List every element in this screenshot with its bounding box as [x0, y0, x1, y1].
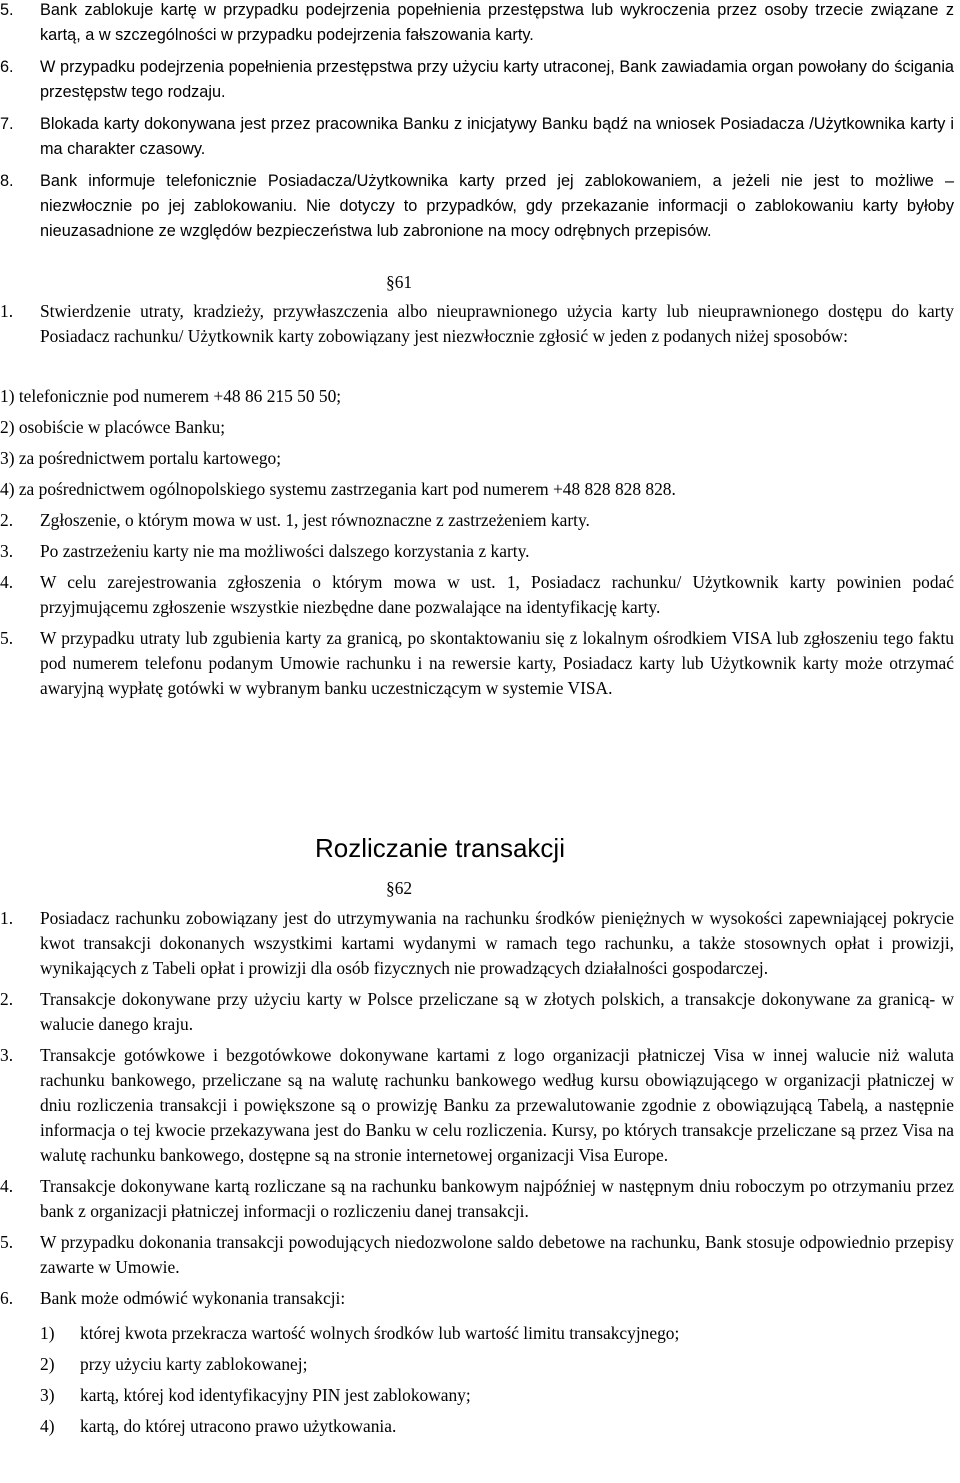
item-number: 1.: [0, 908, 14, 928]
item-number: 6.: [0, 1288, 14, 1308]
list-item: [0, 1043, 954, 1168]
item-number: 1.: [0, 301, 14, 321]
item-number: 5.: [0, 628, 14, 648]
item-text: Transakcje dokonywane kartą rozliczane są na rachunku bankowym najpóźniej w następnym dniu roboczym po otrzymaniu przez bank z organizacji płatniczej informacji o rozliczeniu danej transakcji.: [40, 1176, 954, 1221]
section-heading: Rozliczanie transakcji: [315, 833, 565, 863]
list-item: [0, 1230, 954, 1280]
item-text: Po zastrzeżeniu karty nie ma możliwości dalszego korzystania z karty.: [40, 541, 530, 561]
way-item: 4) za pośrednictwem ogólnopolskiego systemu zastrzegania kart pod numerem +48 828 828 828.: [0, 479, 676, 499]
block-card-blocking: [0, 0, 954, 244]
item-number: 8.: [0, 172, 14, 190]
list-item: [0, 987, 954, 1037]
section-sign-62: §62: [386, 878, 413, 898]
list-item: [0, 55, 954, 105]
item-text: Bank zablokuje kartę w przypadku podejrzenia popełnienia przestępstwa lub wykroczenia przez osoby trzecie związane z kartą, a w szczególności w przypadku podejrzenia fałszowania karty.: [40, 1, 954, 44]
item-text: Stwierdzenie utraty, kradzieży, przywłaszczenia albo nieuprawnionego użycia karty lub nieuprawnionego dostępu do karty Posiadacz rachunku/ Użytkownik karty zobowiązany jest niezwłocznie zgłosić w jeden z podanych niżej sposobów:: [40, 301, 954, 346]
item-number: 6.: [0, 58, 14, 76]
item-text: Bank może odmówić wykonania transakcji:: [40, 1288, 346, 1308]
item-text: Zgłoszenie, o którym mowa w ust. 1, jest równoznaczne z zastrzeżeniem karty.: [40, 510, 590, 530]
list-item: [0, 508, 954, 533]
item-number: 2.: [0, 510, 14, 530]
item-text: W przypadku podejrzenia popełnienia przestępstwa przy użyciu karty utraconej, Bank zawiadamia organ powołany do ścigania przestępstw tego rodzaju.: [40, 58, 954, 101]
sub-item-text: przy użyciu karty zablokowanej;: [80, 1354, 308, 1374]
item-text: W celu zarejestrowania zgłoszenia o którym mowa w ust. 1, Posiadacz rachunku/ Użytkownik karty powinien podać przyjmującemu zgłoszenie wszystkie niezbędne dane pozwalające na identyfikację karty.: [40, 572, 954, 617]
item-number: 5.: [0, 1232, 14, 1252]
list-item: [0, 570, 954, 620]
reporting-ways: [0, 384, 954, 508]
item-text: Transakcje dokonywane przy użyciu karty w Polsce przeliczane są w złotych polskich, a transakcje dokonywane za granicą- w walucie danego kraju.: [40, 989, 954, 1034]
list-item: [0, 169, 954, 244]
item-number: 2.: [0, 989, 14, 1009]
section-61-items: [0, 508, 954, 701]
sub-item-text: kartą, do której utracono prawo użytkowania.: [80, 1416, 397, 1436]
item-text: Posiadacz rachunku zobowiązany jest do utrzymywania na rachunku środków pieniężnych w wysokości zapewniającej pokrycie kwot transakcji dokonanych wszystkimi kartami wydanymi w ramach tego rachunku, a także stosownych opłat i prowizji, wynikających z Tabeli opłat i prowizji dla osób fizycznych nie prowadzących działalności gospodarczej.: [40, 908, 954, 978]
item-number: 3.: [0, 1045, 14, 1065]
section-62: [0, 906, 954, 1445]
item-number: 3.: [0, 541, 14, 561]
item-text: W przypadku utraty lub zgubienia karty za granicą, po skontaktowaniu się z lokalnym ośrodkiem VISA lub zgłoszeniu tego faktu pod numerem telefonu podanym Umowie rachunku i na rewersie karty, Posiadacz karty lub Użytkownik karty może otrzymać awaryjną wypłatę gotówki w wybranym banku uczestniczącym w systemie VISA.: [40, 628, 954, 698]
item-text: Bank informuje telefonicznie Posiadacza/Użytkownika karty przed jej zablokowaniem, a jeżeli nie jest to możliwe – niezwłocznie po jej zablokowaniu. Nie dotyczy to przypadków, gdy przekazanie informacji o zablokowaniu karty byłoby nieuzasadnione ze względów bezpieczeństwa lub zabronione na mocy odrębnych przepisów.: [40, 172, 954, 240]
sub-item-number: 2): [40, 1354, 55, 1374]
list-item: [0, 0, 954, 48]
list-item: [0, 299, 954, 349]
item-text: Blokada karty dokonywana jest przez pracownika Banku z inicjatywy Banku bądź na wniosek Posiadacza /Użytkownika karty i ma charakter czasowy.: [40, 115, 954, 158]
sub-item: [0, 1383, 954, 1414]
item-text: Transakcje gotówkowe i bezgotówkowe dokonywane kartami z logo organizacji płatniczej Visa w innej walucie niż waluta rachunku bankowego, przeliczane są na walutę rachunku bankowego według kursu obowiązującego w organizacji płatniczej w dniu rozliczenia transakcji i powiększone są o prowizję Banku za przewalutowanie zgodnie z obowiązującą Tabelą, a następnie informacja o tej kwocie przekazywana jest do Banku w celu rozliczenia. Kursy, po których transakcje przeliczane są przez Visa na walutę rachunku bankowego, dostępne są na stronie internetowej organizacji Visa Europe.: [40, 1045, 954, 1165]
way-item: 1) telefonicznie pod numerem +48 86 215 50 50;: [0, 386, 342, 406]
sub-item-number: 1): [40, 1323, 55, 1343]
item-number: 4.: [0, 1176, 14, 1196]
list-item: [0, 112, 954, 162]
sub-item-number: 3): [40, 1385, 55, 1405]
way-item: 3) za pośrednictwem portalu kartowego;: [0, 448, 282, 468]
item-number: 7.: [0, 115, 14, 133]
sub-item-number: 4): [40, 1416, 55, 1436]
list-item: [0, 539, 954, 564]
sub-item: [0, 1352, 954, 1383]
list-item: [0, 1286, 954, 1311]
sub-item: [0, 1321, 954, 1352]
section-sign-61: §61: [386, 272, 413, 292]
list-item: [0, 1174, 954, 1224]
sub-item-text: której kwota przekracza wartość wolnych środków lub wartość limitu transakcyjnego;: [80, 1323, 680, 1343]
sub-item-text: kartą, której kod identyfikacyjny PIN jest zablokowany;: [80, 1385, 471, 1405]
item-number: 5.: [0, 1, 14, 19]
list-item: [0, 906, 954, 981]
sub-item: [0, 1414, 954, 1445]
item-number: 4.: [0, 572, 14, 592]
way-item: 2) osobiście w placówce Banku;: [0, 417, 226, 437]
section-61: [0, 299, 954, 349]
item-text: W przypadku dokonania transakcji powodujących niedozwolone saldo debetowe na rachunku, Bank stosuje odpowiednio przepisy zawarte w Umowie.: [40, 1232, 954, 1277]
list-item: [0, 626, 954, 701]
